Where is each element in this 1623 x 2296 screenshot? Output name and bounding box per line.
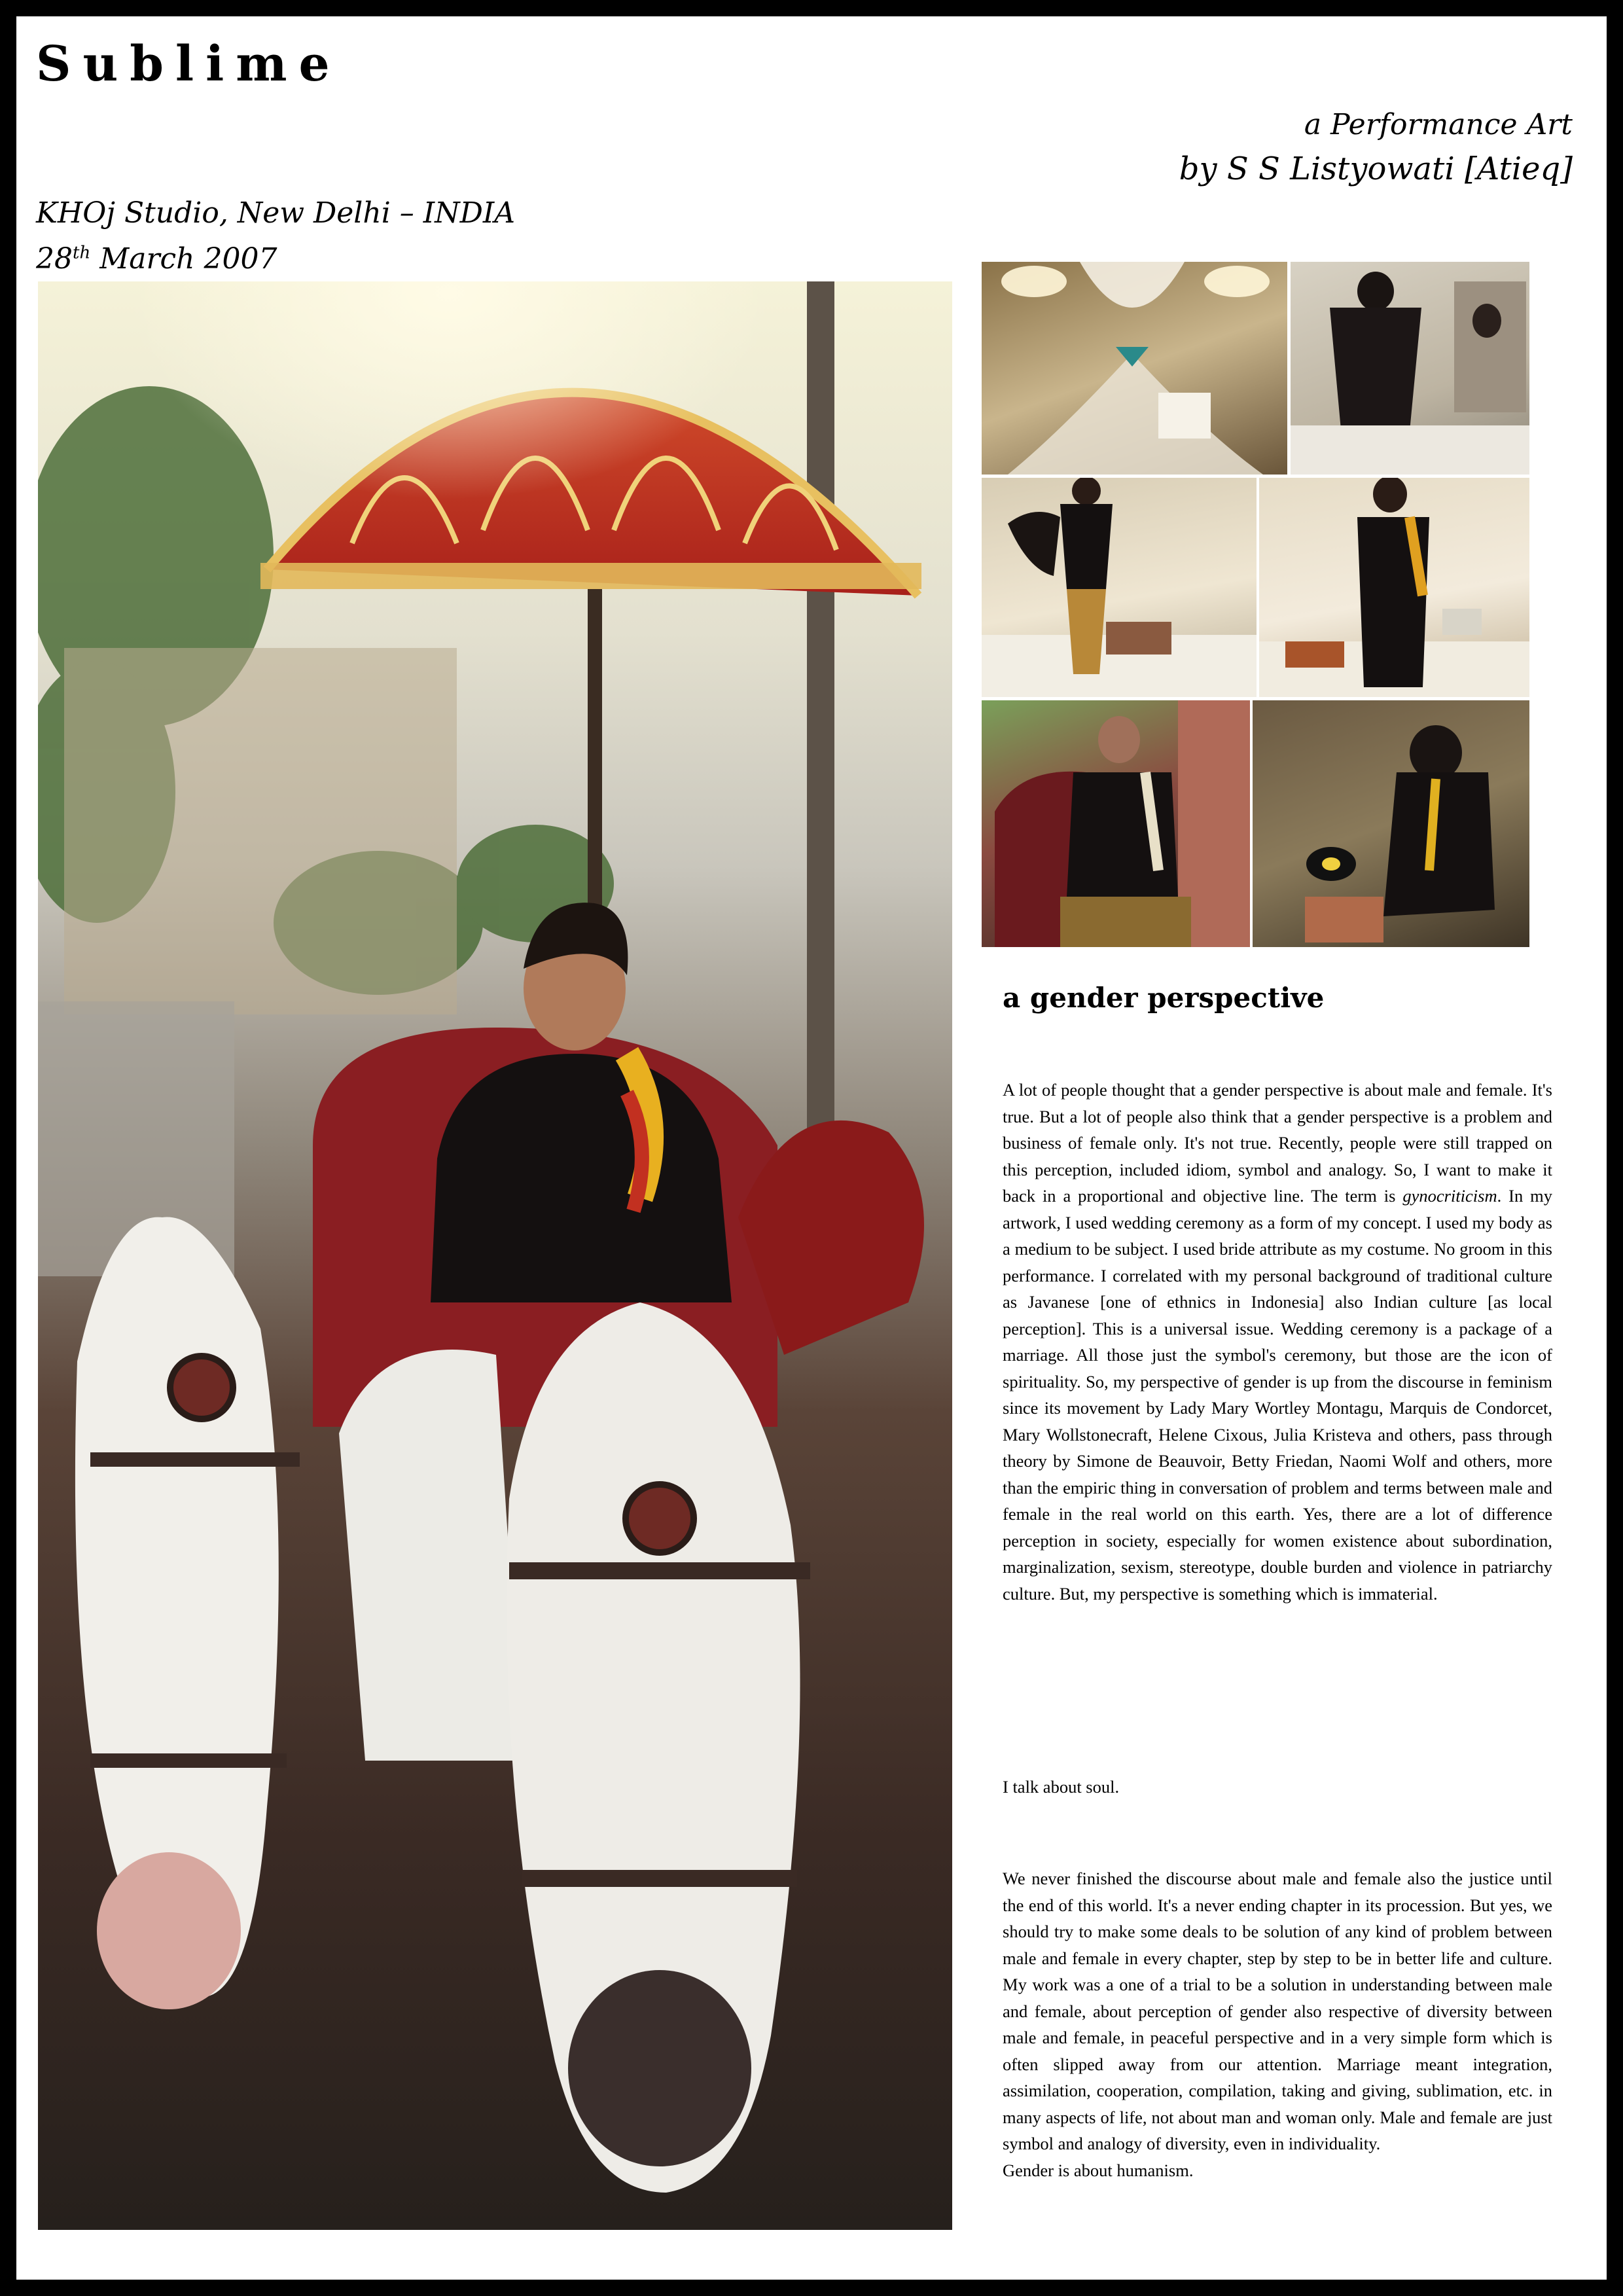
main-photo-illustration — [38, 281, 952, 2230]
main-photo — [38, 281, 952, 2230]
thumbnail-woman-black-costume-illustration — [1259, 478, 1529, 697]
thumbnail-room-canopy — [982, 262, 1287, 475]
paragraph-1-part-1: A lot of people thought that a gender perspective is about male and female. It's true. But a lot of people also think that a gender perspective is a problem and business of female only. It's not true. Recently, people were still trapped on this perception, included idiom, symbol and analogy. So, I want to make it back in a proportional and objective line. The term is — [1003, 1080, 1552, 1206]
paragraph-3-last-line: Gender is about humanism. — [1003, 2160, 1194, 2180]
paragraph-1-italic-term: gynocriticism — [1402, 1186, 1497, 1206]
thumbnail-woman-dressing-illustration — [982, 478, 1257, 697]
thumbnail-woman-in-carriage — [982, 700, 1250, 947]
page-title: Sublime — [36, 36, 342, 92]
driver-robe — [339, 1350, 522, 1761]
paragraph-gender-perspective — [1003, 1077, 1552, 1607]
date-day: 28 — [36, 242, 73, 276]
paragraph-soul: I talk about soul. — [1003, 1777, 1120, 1797]
thumbnail-woman-black-costume — [1259, 478, 1529, 697]
bride-figure — [431, 903, 732, 1302]
thumbnail-woman-kneeling — [1253, 700, 1529, 947]
date-rest: March 2007 — [90, 242, 277, 276]
thumbnail-dressing-illustration — [1291, 262, 1529, 475]
subtitle-artist: by S S Listyowati [Atieq] — [1179, 151, 1573, 187]
venue-line: KHOj Studio, New Delhi – INDIA — [36, 196, 516, 230]
page-sheet — [16, 16, 1607, 2280]
thumbnail-woman-in-carriage-illustration — [982, 700, 1250, 947]
thumbnail-dressing — [1291, 262, 1529, 475]
thumbnail-woman-kneeling-illustration — [1253, 700, 1529, 947]
sunlight-glare — [38, 281, 952, 870]
thumbnail-woman-dressing — [982, 478, 1257, 697]
paragraph-1-part-2: . In my artwork, I used wedding ceremony as a form of my concept. I used my body as a medium to be subject. I used bride attribute as my costume. No groom in this performance. I correlated with my personal background of traditional culture as Javanese [one of ethnics in Indonesia] also Indian culture [as local perception]. This is a universal issue. Wedding ceremony is a package of a marriage. All those just the symbol's ceremony, but those are the icon of spirituality. So, my perspective of gender is up from the discourse in feminism since its movement by Lady Mary Wortley Montagu, Marquis de Condorcet, Mary Wollstonecraft, Helene Cixous, Julia Kristeva and others, pass through theory by Simone de Beauvoir, Betty Friedan, Naomi Wolf and others, more than the empiric thing in conversation of problem and terms between male and female in the real world on this earth. Yes, there are a lot of difference perception in society, especially for women existence about subordination, marginalization, sexism, stereotype, double burden and violence in patriarchy culture. But, my perspective is something which is immaterial. — [1003, 1186, 1553, 1604]
paragraph-discourse — [1003, 1865, 1552, 2183]
section-heading: a gender perspective — [1003, 982, 1325, 1014]
date-line — [36, 242, 277, 276]
paragraph-3-text: We never finished the discourse about male and female also the justice until the end of this world. It's a never ending chapter in its procession. But yes, we should try to make some deals to be solution of any kind of problem between male and female in every chapter, step by step to be in better life and culture. My work was a one of a trial to be a solution in understanding between male and female, about perception of gender also respective of diversity between male and female, in peaceful perspective and in a very simple form which is often slipped away from our attention. Marriage meant integration, assimilation, cooperation, compilation, taking and giving, sublimation, etc. in many aspects of life, not about man and woman only. Male and female are just symbol and analogy of diversity, even in individuality. — [1003, 1869, 1552, 2153]
date-suffix: th — [73, 243, 91, 263]
thumbnail-room-canopy-illustration — [982, 262, 1287, 475]
subtitle-performance-art: a Performance Art — [1304, 108, 1573, 141]
